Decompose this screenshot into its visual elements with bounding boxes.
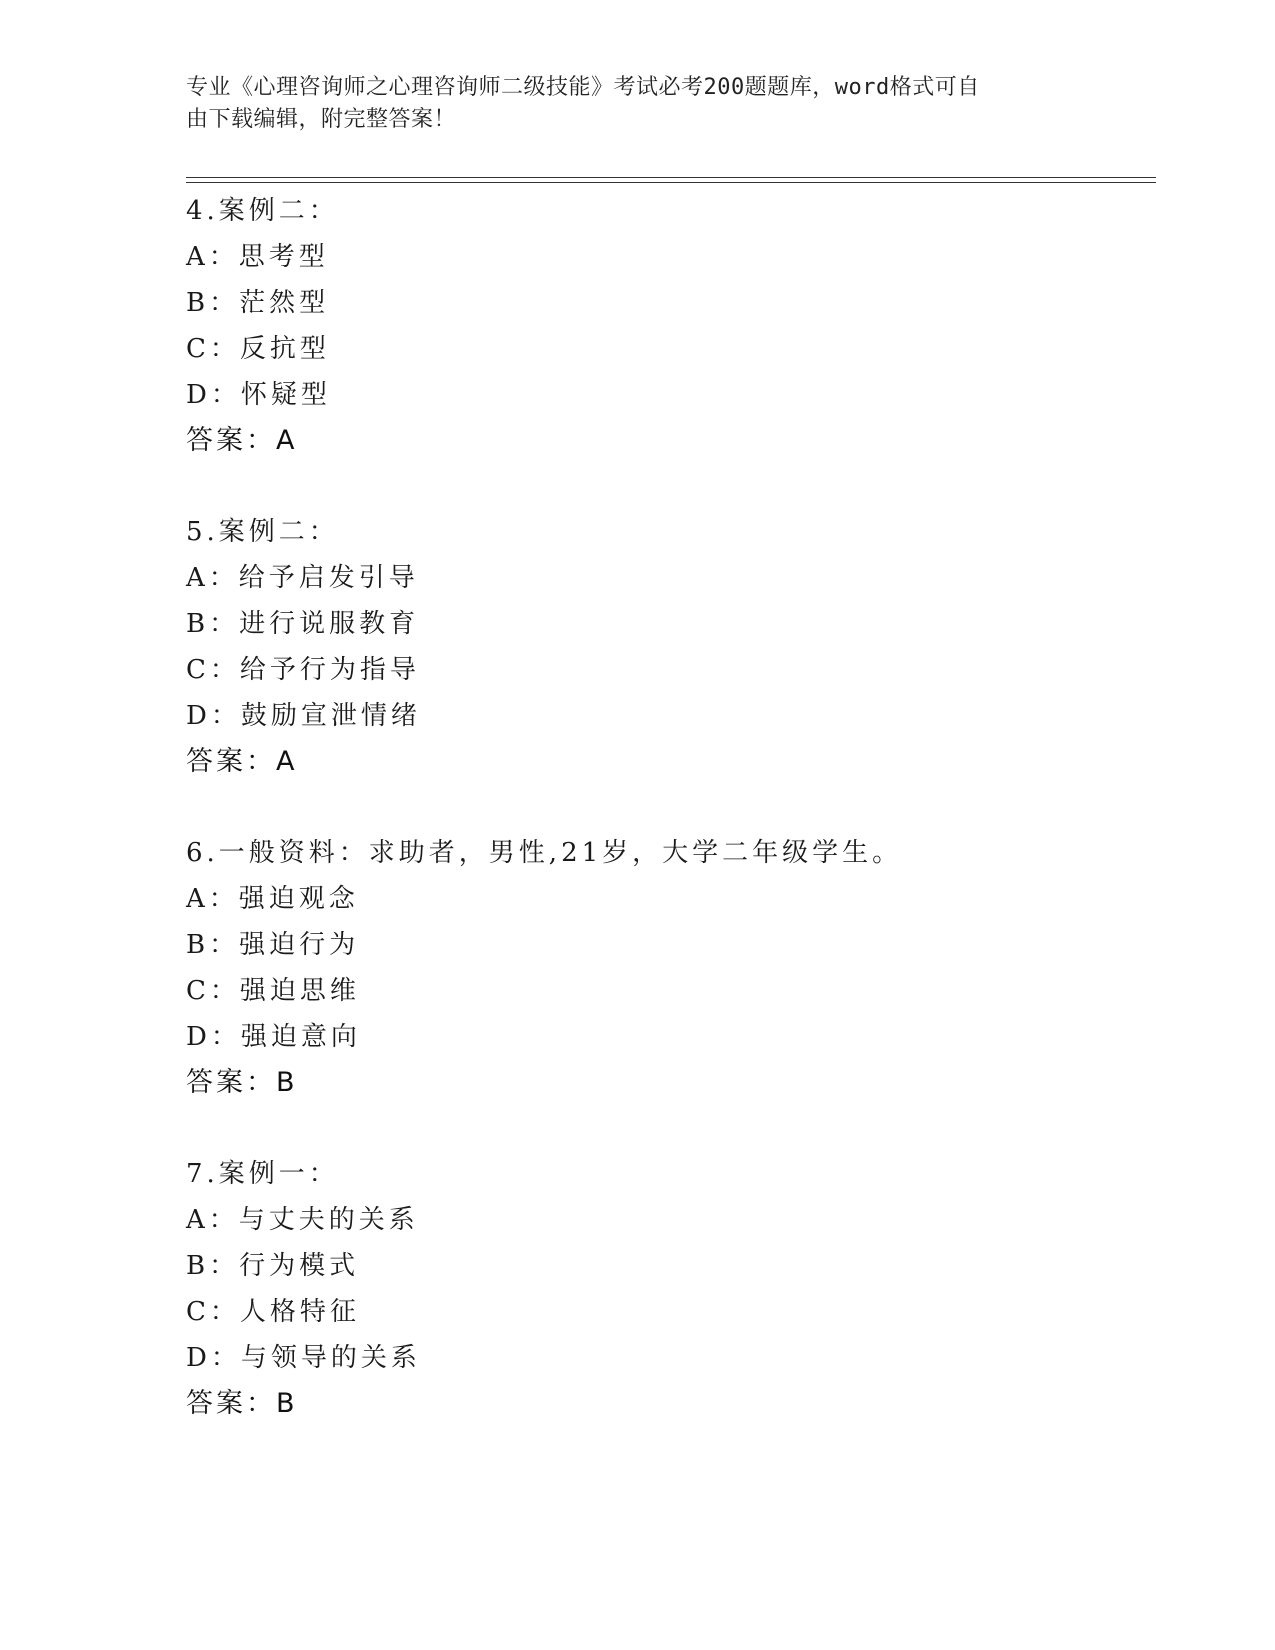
- option-d: D：强迫意向: [186, 1022, 361, 1052]
- option-c: C：给予行为指导: [186, 655, 420, 685]
- option-c: C：人格特征: [186, 1297, 360, 1327]
- option-d: D：怀疑型: [186, 380, 331, 410]
- option-b: B：行为模式: [186, 1251, 360, 1281]
- option-a: A：给予启发引导: [186, 563, 419, 593]
- question-item: [186, 509, 1156, 785]
- option-d: D：鼓励宣泄情绪: [186, 701, 421, 731]
- header-line-1: 专业《心理咨询师之心理咨询师二级技能》考试必考200题题库，word格式可自: [186, 75, 980, 100]
- question-item: [186, 188, 1156, 464]
- header-divider-top: [186, 177, 1156, 178]
- question-list: [186, 188, 1156, 1472]
- question-stem: 7.案例一：: [186, 1159, 339, 1189]
- option-a: A：强迫观念: [186, 884, 359, 914]
- option-b: B：茫然型: [186, 288, 330, 318]
- question-item: [186, 830, 1156, 1106]
- option-b: B：进行说服教育: [186, 609, 420, 639]
- question-stem: 5.案例二：: [186, 517, 339, 547]
- option-b: B：强迫行为: [186, 930, 360, 960]
- option-d: D：与领导的关系: [186, 1343, 421, 1373]
- option-c: C：反抗型: [186, 334, 330, 364]
- header-line-2: 由下载编辑，附完整答案！: [186, 107, 457, 132]
- question-item: [186, 1151, 1156, 1427]
- option-c: C：强迫思维: [186, 976, 360, 1006]
- answer-line: 答案：A: [186, 425, 298, 456]
- question-stem: 4.案例二：: [186, 196, 339, 226]
- answer-line: 答案：B: [186, 1388, 298, 1419]
- answer-line: 答案：A: [186, 746, 298, 777]
- question-stem: 6.一般资料：求助者，男性,21岁，大学二年级学生。: [186, 838, 903, 868]
- option-a: A：思考型: [186, 242, 329, 272]
- header-divider-bottom: [186, 182, 1156, 183]
- option-a: A：与丈夫的关系: [186, 1205, 419, 1235]
- document-header: [186, 72, 1086, 136]
- answer-line: 答案：B: [186, 1067, 298, 1098]
